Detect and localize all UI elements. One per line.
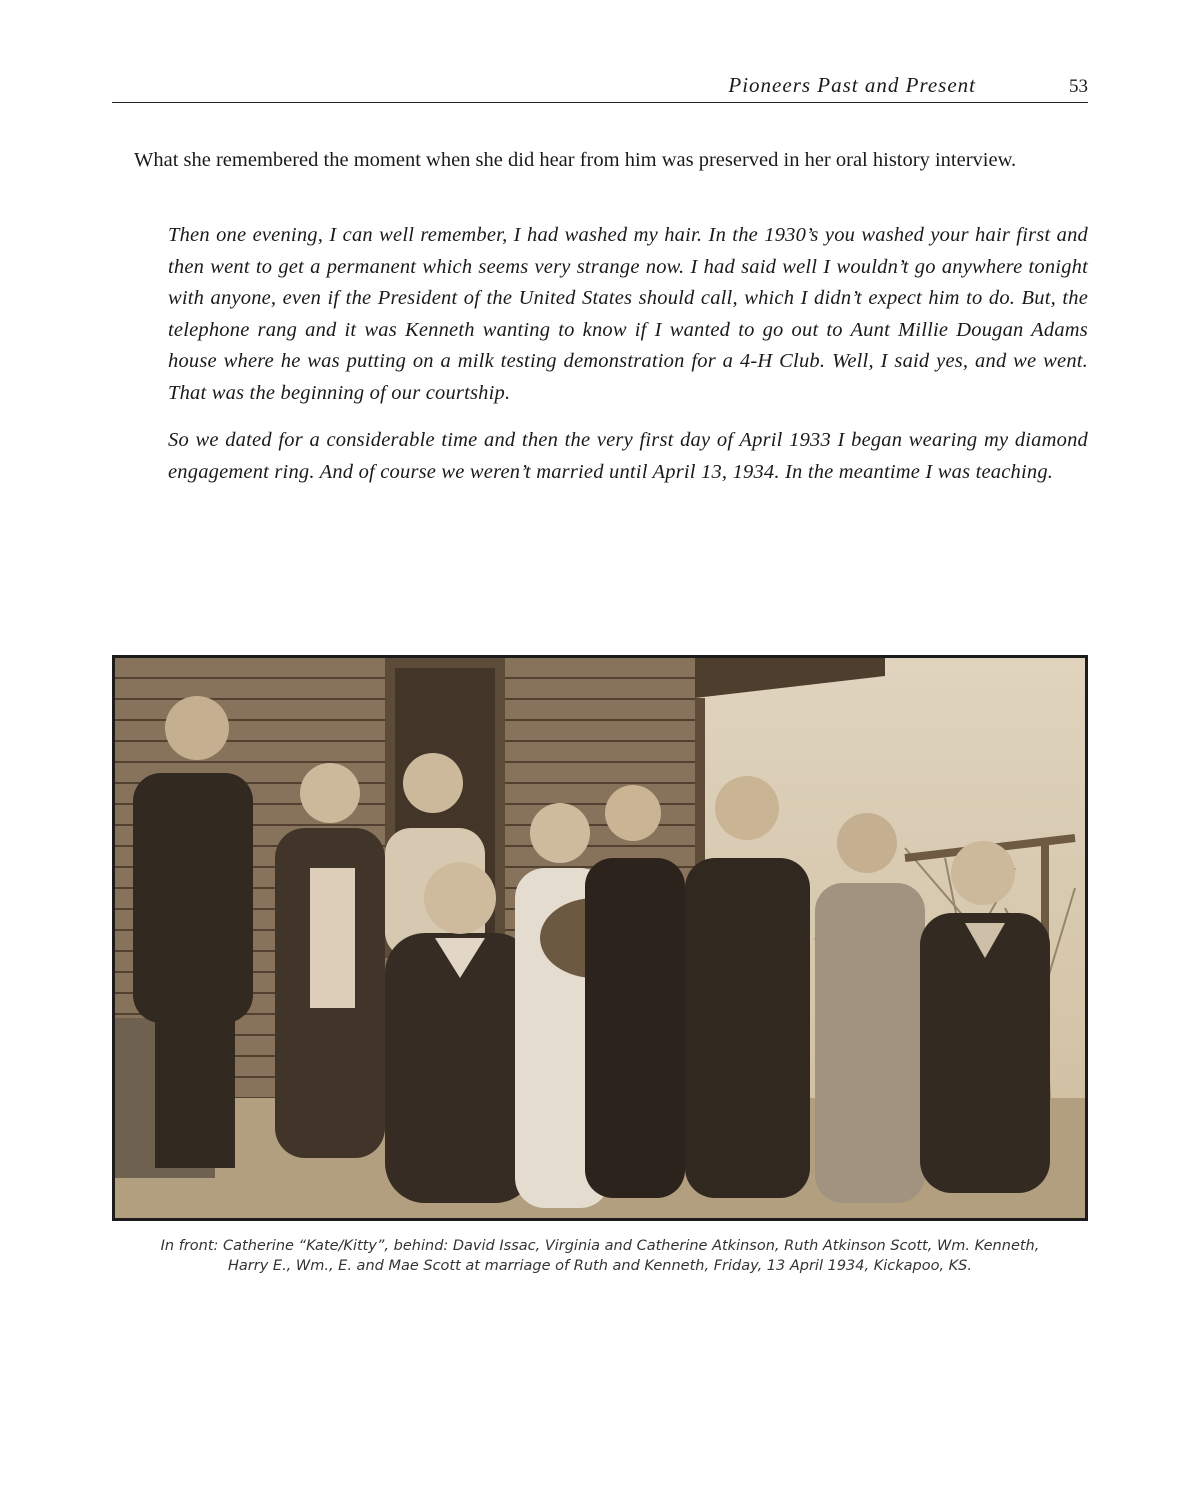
header-title: Pioneers Past and Present <box>728 73 976 97</box>
intro-paragraph: What she remembered the moment when she did hear from him was preserved in her oral history interview. <box>134 149 1017 171</box>
wedding-group-photo <box>112 655 1088 1221</box>
page-number: 53 <box>1069 76 1088 97</box>
running-header <box>112 70 1088 103</box>
oral-history-quote-1: Then one evening, I can well remember, I had washed my hair. In the 1930’s you washed your hair first and then went to get a permanent which seems very strange now. I had said well I wouldn’t go anywhere tonight with anyone, even if the President of the United States should call, which I didn’t expect him to do. But, the telephone rang and it was Kenneth wanting to know if I wanted to go out to Aunt Millie Dougan Adams house where he was putting on a milk testing demonstration for a 4-H Club. Well, I said yes, and we went. That was the beginning of our courtship. <box>168 224 1088 404</box>
photo-caption <box>112 1236 1088 1276</box>
oral-history-quote-2: So we dated for a considerable time and then the very first day of April 1933 I began wearing my diamond engagement ring. And of course we weren’t married until April 13, 1934. In the meantime I was teaching. <box>168 429 1088 483</box>
caption-line-1: In front: Catherine “Kate/Kitty”, behind: David Issac, Virginia and Catherine Atkinson, Ruth Atkinson Scott, Wm. Kenneth, <box>160 1238 1040 1254</box>
caption-line-2: Harry E., Wm., E. and Mae Scott at marriage of Ruth and Kenneth, Friday, 13 April 1934, Kickapoo, KS. <box>228 1258 972 1274</box>
